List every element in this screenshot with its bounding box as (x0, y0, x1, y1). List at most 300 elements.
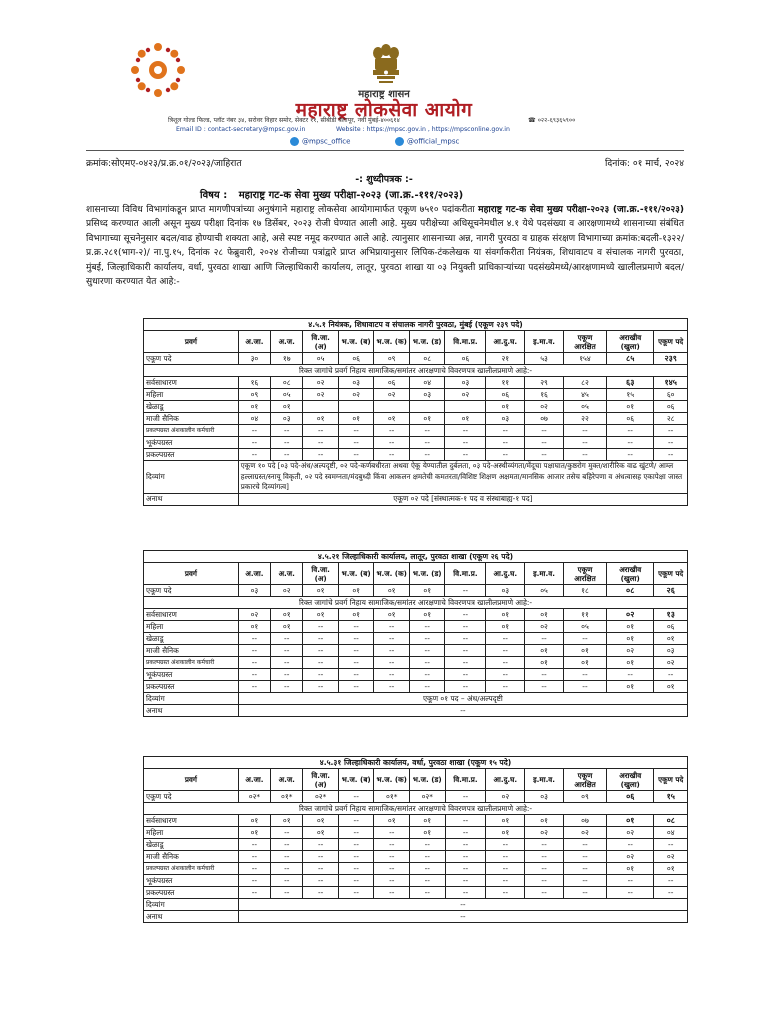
table-cell: -- (238, 851, 270, 863)
table-title: ४.५.१ नियंत्रक, शिधावाटप व संचालक नागरी पुरवठा, मुंबई (एकूण २३९ पदे) (144, 319, 688, 331)
table-cell: -- (410, 851, 446, 863)
table-row-divyang (144, 899, 688, 911)
table-cell: -- (338, 851, 374, 863)
table-cell: -- (238, 633, 270, 645)
column-header: अराखीव (खुला) (607, 563, 654, 585)
table-cell: -- (338, 425, 374, 437)
column-header: अ.जा. (238, 769, 270, 791)
table-cell: -- (303, 863, 339, 875)
table-cell: ८२ (563, 377, 606, 389)
table-cell: ०१ (338, 413, 374, 425)
table-cell: ५३ (525, 353, 564, 365)
table-row (144, 377, 688, 389)
table-cell: -- (338, 875, 374, 887)
table-cell: ६३ (607, 377, 654, 389)
table-cell: ०१ (303, 827, 339, 839)
table-cell: -- (374, 827, 410, 839)
table-cell: -- (303, 887, 339, 899)
table-cell: -- (409, 621, 445, 633)
table-cell: -- (445, 681, 486, 693)
table-cell: ०१ (607, 657, 654, 669)
table-note-row (144, 597, 688, 609)
table-cell: -- (338, 449, 374, 461)
table-cell: -- (374, 851, 410, 863)
table-cell: ०१ (271, 609, 303, 621)
reference-number: क्रमांक:सोएमए-०४२३/प्र.क्र.०१/२०२३/जाहिरात (86, 158, 242, 169)
table-cell: -- (303, 657, 339, 669)
table-cell: -- (271, 669, 303, 681)
table-cell: -- (271, 633, 303, 645)
table-cell: -- (525, 863, 564, 875)
table-note: रिक्त जागांचे प्रवर्ग निहाय सामाजिक/समांतर आरक्षणाचे विवरणपत्र खालीलप्रमाणे आहे:- (144, 365, 688, 377)
row-label: माजी सैनिक (144, 413, 239, 425)
table-cell: ०२ (654, 851, 688, 863)
table-cell: ०१ (654, 863, 688, 875)
table-row (144, 827, 688, 839)
table-cell: ०३ (238, 585, 270, 597)
table-cell: -- (338, 681, 374, 693)
contact-row (176, 126, 616, 137)
table-cell: -- (238, 657, 270, 669)
table-cell: -- (486, 851, 525, 863)
exam-name-bold: महाराष्ट्र गट-क सेवा मुख्य परीक्षा-२०२३ (जा.क्र.-१११/२०२३) (478, 205, 684, 215)
row-label: प्रकल्पग्रस्त (144, 887, 239, 899)
column-header: अराखीव (खुला) (607, 331, 654, 353)
table-cell: -- (374, 657, 410, 669)
table-cell: -- (271, 437, 303, 449)
table-row-total (144, 353, 688, 365)
table-cell: ०२ (607, 609, 654, 621)
table-cell: -- (607, 887, 654, 899)
column-header: एकूण पदे (654, 331, 688, 353)
table-cell: १६ (525, 389, 564, 401)
table-cell: -- (338, 621, 374, 633)
column-header: आ.दु.घ. (486, 331, 525, 353)
table-cell: ०१ (374, 585, 410, 597)
table-cell: -- (303, 621, 339, 633)
table-cell: ०१* (374, 791, 410, 803)
table-cell: -- (445, 585, 486, 597)
table-row (144, 875, 688, 887)
table-cell: -- (338, 791, 374, 803)
table-cell: -- (409, 633, 445, 645)
table-row-anath (144, 911, 688, 923)
row-label: महिला (144, 827, 239, 839)
table-cell: १६ (238, 377, 270, 389)
table-cell: -- (607, 839, 654, 851)
table-cell: ०१ (410, 827, 446, 839)
table-cell: -- (374, 839, 410, 851)
table-cell: १४५ (654, 377, 688, 389)
table-cell: -- (303, 875, 339, 887)
table-cell: ०२ (374, 389, 410, 401)
table-cell: ०२ (271, 585, 303, 597)
table-cell: -- (525, 437, 564, 449)
table-cell: ०२* (303, 791, 339, 803)
table-cell: ०१ (525, 645, 564, 657)
table-cell: -- (374, 449, 410, 461)
table-cell: -- (374, 887, 410, 899)
table-cell: -- (410, 863, 446, 875)
table-row-divyang (144, 461, 688, 494)
row-label: दिव्यांग (144, 693, 239, 705)
table-cell: -- (654, 425, 688, 437)
table-cell: -- (445, 815, 486, 827)
table-cell: -- (563, 633, 606, 645)
table-cell: ०१ (525, 815, 564, 827)
table-cell (374, 401, 410, 413)
table-cell: ०१ (338, 609, 374, 621)
table-row-anath (144, 705, 688, 717)
table-cell: -- (303, 449, 339, 461)
government-name: महाराष्ट्र शासन (358, 89, 410, 100)
table-cell: -- (525, 839, 564, 851)
table-cell: ०१ (410, 815, 446, 827)
row-label: भूकंपग्रस्त (144, 669, 239, 681)
table-note-row (144, 803, 688, 815)
table-cell: -- (374, 621, 410, 633)
table-cell: -- (563, 425, 606, 437)
letter-date: दिनांक: ०१ मार्च, २०२४ (605, 158, 684, 169)
row-label: अनाथ (144, 705, 239, 717)
row-label: दिव्यांग (144, 461, 239, 494)
table-cell: ०१ (303, 413, 339, 425)
table-row (144, 815, 688, 827)
table-cell: -- (338, 827, 374, 839)
row-label: प्रकल्पग्रस्त अंशकालीन कर्मचारी (144, 863, 239, 875)
column-header: प्रवर्ग (144, 769, 239, 791)
table-cell: ०१ (238, 827, 270, 839)
table-cell: ३० (238, 353, 270, 365)
table-cell: -- (409, 437, 445, 449)
table-cell: ०१ (525, 657, 564, 669)
table-cell: -- (238, 425, 270, 437)
table-cell: ०५ (525, 585, 564, 597)
table-cell: ०६ (445, 353, 486, 365)
divyang-details: एकूण ०१ पद – अंध/अल्पदृष्टी (238, 693, 687, 705)
table-cell: -- (607, 425, 654, 437)
table-cell: -- (238, 839, 270, 851)
table-cell: २१ (486, 353, 525, 365)
table-cell: -- (563, 669, 606, 681)
body-paragraph: शासनाच्या विविध विभागांकडून प्राप्त मागणीपत्रांच्या अनुषंगाने महाराष्ट्र लोकसेवा आयोगामार्फत एकूण ७५१० पदांकरीता महाराष्ट्र गट-क सेवा मुख्य परीक्षा-२०२३ (जा.क्र.-१११/२०२३) प्रसिध्द करण्यात आली असून मुख्य परीक्षा दिनांक १७ डिसेंबर, २०२३ रोजी घेण्यात आली आहे. मुख्य परीक्षेच्या अधिसूचनेमधील ४.१ येथे पदसंख्या व आरक्षणामध्ये शासनाच्या संबंधित विभागाच्या सूचनेनुसार बदल/वाढ होण्याची शक्यता आहे, असे स्पष्ट नमूद करण्यात आले आहे. त्यानुसार शासनाच्या अन्न, नागरी पुरवठा व ग्राहक संरक्षण विभागाच्या क्रमांक:बदली-१३२२/प्र.क्र.२८१(भाग-२)/ ना.पु.१५, दिनांक २८ फेब्रुवारी, २०२४ रोजीच्या पत्रांद्वारे प्राप्त अभिप्रायानुसार लिपिक-टंकलेखक या संवर्गाकरीता नियंत्रक, शिधावाटप व संचालक नागरी पुरवठा, मुंबई, जिल्हाधिकारी कार्यालय, वर्धा, पुरवठा शाखा आणि जिल्हाधिकारी कार्यालय, लातूर, पुरवठा शाखा या ०३ नियुक्ती प्राधिकाऱ्यांच्या पदसंख्येमध्ये/आरक्षणामध्ये खालीलप्रमाणे बदल/सुधारणा करण्यात येत आहे:- (86, 205, 684, 288)
table-cell: ०१ (654, 633, 688, 645)
table-cell: -- (563, 449, 606, 461)
table-row (144, 669, 688, 681)
column-header: इ.मा.व. (525, 563, 564, 585)
phone-icon: ☎ (528, 117, 538, 124)
row-label: अनाथ (144, 493, 239, 505)
table-cell: ०२ (654, 657, 688, 669)
table-cell: -- (563, 851, 606, 863)
table-row (144, 657, 688, 669)
column-header: वि.मा.प्र. (445, 769, 486, 791)
telegram-handle[interactable]: @official_mpsc (395, 137, 459, 146)
table-cell: ०६ (607, 791, 654, 803)
table-cell: ०१ (486, 815, 525, 827)
table-cell: -- (303, 645, 339, 657)
table-cell: ०१ (271, 401, 303, 413)
table-cell: ०१ (374, 413, 410, 425)
table-cell: -- (409, 449, 445, 461)
table-cell: ०३ (486, 585, 525, 597)
table-cell: ०८ (607, 585, 654, 597)
table-cell: -- (563, 681, 606, 693)
column-header: वि.मा.प्र. (445, 563, 486, 585)
table-cell: -- (374, 437, 410, 449)
row-label: एकूण पदे (144, 353, 239, 365)
row-label: प्रकल्पग्रस्त अंशकालीन कर्मचारी (144, 425, 239, 437)
table-cell: -- (445, 669, 486, 681)
row-label: प्रकल्पग्रस्त (144, 449, 239, 461)
table-cell: -- (338, 863, 374, 875)
table-cell: ०१ (271, 815, 303, 827)
table-cell: -- (486, 839, 525, 851)
table-cell: ०१ (238, 621, 270, 633)
table-cell: ०२ (303, 389, 339, 401)
table-cell: १८ (563, 585, 606, 597)
table-cell: ०२* (410, 791, 446, 803)
table-cell: -- (486, 633, 525, 645)
table-cell: -- (607, 875, 654, 887)
table-header-row (144, 769, 688, 791)
table-cell: -- (563, 863, 606, 875)
table-cell (409, 401, 445, 413)
table-cell: ०३ (271, 413, 303, 425)
table-cell: -- (338, 887, 374, 899)
table-mumbai (143, 318, 688, 506)
column-header: एकूण पदे (654, 563, 688, 585)
table-cell: -- (303, 851, 339, 863)
table-cell: -- (238, 449, 270, 461)
table-cell: ०९ (374, 353, 410, 365)
table-cell: -- (238, 645, 270, 657)
table-cell: ०१ (486, 621, 525, 633)
table-cell: -- (486, 425, 525, 437)
table-cell: ०३ (338, 377, 374, 389)
table-cell: -- (654, 449, 688, 461)
table-cell: २२ (563, 413, 606, 425)
table-cell: १५ (607, 389, 654, 401)
table-cell: ०३ (445, 377, 486, 389)
table-cell: -- (445, 621, 486, 633)
twitter-handle[interactable]: @mpsc_office (290, 137, 350, 146)
table-cell: ४५ (563, 389, 606, 401)
table-cell: -- (486, 645, 525, 657)
column-header: वि.जा. (अ) (303, 769, 339, 791)
table-cell: ०१ (338, 585, 374, 597)
row-label: खेळाडू (144, 839, 239, 851)
social-row (290, 137, 590, 149)
table-cell: -- (445, 425, 486, 437)
row-label: माजी सैनिक (144, 645, 239, 657)
table-cell: -- (303, 437, 339, 449)
table-cell: ०१ (486, 609, 525, 621)
table-row (144, 449, 688, 461)
table-cell: -- (563, 887, 606, 899)
table-row (144, 839, 688, 851)
table-cell: -- (238, 887, 270, 899)
table-cell: -- (271, 887, 303, 899)
table-note-row (144, 365, 688, 377)
table-cell: ०९ (238, 389, 270, 401)
table-cell: -- (563, 875, 606, 887)
column-header: इ.मा.व. (525, 331, 564, 353)
anath-details: -- (238, 911, 687, 923)
table-cell: -- (238, 681, 270, 693)
column-header: वि.जा. (अ) (303, 331, 339, 353)
table-cell: ०१ (445, 413, 486, 425)
table-cell: -- (409, 669, 445, 681)
table-cell (338, 401, 374, 413)
table-cell: -- (338, 657, 374, 669)
table-cell: ८५ (607, 353, 654, 365)
table-cell: ११ (486, 377, 525, 389)
table-cell: -- (486, 681, 525, 693)
office-address: त्रिशूल गोल्ड फिल्ड, प्लॉट नंबर ३४, सरोवर विहार समोर, सेक्टर ११, सीबीडी बेलापूर, नवी मुंबई-४००६१४ (168, 117, 400, 124)
table-cell: -- (525, 633, 564, 645)
table-cell: -- (486, 437, 525, 449)
table-cell: -- (271, 863, 303, 875)
column-header: भ.ज. (ड) (409, 563, 445, 585)
anath-details: एकूण ०२ पदे [संस्थात्मक-१ पद व संस्थाबाह्य-१ पद] (238, 493, 687, 505)
table-cell: ०१ (303, 815, 339, 827)
table-cell: -- (303, 669, 339, 681)
table-cell: ०१ (607, 401, 654, 413)
table-row (144, 851, 688, 863)
table-wardha (143, 756, 688, 923)
table-cell: -- (374, 669, 410, 681)
column-header: वि.मा.प्र. (445, 331, 486, 353)
table-cell: ०९ (563, 791, 606, 803)
table-cell: -- (374, 425, 410, 437)
table-cell: -- (409, 645, 445, 657)
subject-label: विषय : (200, 190, 228, 201)
table-cell: ०१ (303, 585, 339, 597)
table-cell: -- (654, 839, 688, 851)
table-cell: ०१ (563, 645, 606, 657)
row-label: एकूण पदे (144, 585, 239, 597)
table-cell: -- (303, 681, 339, 693)
website-link[interactable]: Website : https://mpsc.gov.in , https://mpsconline.gov.in (336, 126, 510, 133)
table-cell: ०५ (271, 389, 303, 401)
table-cell: ०२ (525, 621, 564, 633)
column-header: अ.ज. (271, 563, 303, 585)
table-row (144, 633, 688, 645)
table-row (144, 413, 688, 425)
table-cell: -- (445, 827, 486, 839)
column-header: अ.ज. (271, 331, 303, 353)
table-cell: ०६ (607, 413, 654, 425)
table-cell: -- (271, 839, 303, 851)
row-label: महिला (144, 389, 239, 401)
table-cell: -- (238, 875, 270, 887)
row-label: सर्वसाधारण (144, 377, 239, 389)
column-header: अराखीव (खुला) (607, 769, 654, 791)
row-label: सर्वसाधारण (144, 815, 239, 827)
table-cell: ०६ (654, 621, 688, 633)
table-cell: -- (445, 851, 486, 863)
table-cell: -- (445, 633, 486, 645)
table-cell: -- (445, 657, 486, 669)
table-cell: -- (238, 669, 270, 681)
table-cell: ०१ (486, 401, 525, 413)
table-cell: -- (525, 449, 564, 461)
table-cell: २६ (654, 585, 688, 597)
table-cell: १५ (654, 791, 688, 803)
table-cell: -- (525, 887, 564, 899)
table-cell: -- (338, 839, 374, 851)
column-header: भ.ज. (ब) (338, 563, 374, 585)
table-cell: ०१ (607, 815, 654, 827)
table-cell: -- (525, 875, 564, 887)
table-cell: ०४ (654, 827, 688, 839)
table-cell: -- (271, 645, 303, 657)
table-cell: ०१ (607, 621, 654, 633)
table-cell: -- (303, 839, 339, 851)
table-cell: -- (409, 425, 445, 437)
table-cell: -- (486, 449, 525, 461)
table-cell: -- (486, 657, 525, 669)
column-header: अ.ज. (271, 769, 303, 791)
table-cell: -- (338, 633, 374, 645)
table-cell: ०२ (607, 827, 654, 839)
table-title: ४.५.२१ जिल्हाधिकारी कार्यालय, लातूर, पुरवठा शाखा (एकूण २६ पदे) (144, 551, 688, 563)
table-cell: -- (410, 839, 446, 851)
column-header: एकूण पदे (654, 769, 688, 791)
row-label: अनाथ (144, 911, 239, 923)
table-cell: ०१ (271, 621, 303, 633)
table-cell: ०२ (607, 645, 654, 657)
table-cell: ०१ (486, 827, 525, 839)
table-cell: -- (525, 851, 564, 863)
table-cell: -- (374, 645, 410, 657)
table-cell: ०२ (338, 389, 374, 401)
table-cell: ०१ (607, 681, 654, 693)
letterhead (0, 0, 768, 152)
table-cell: ०१ (607, 863, 654, 875)
table-cell: ०४ (238, 413, 270, 425)
table-cell: २८ (654, 413, 688, 425)
table-cell: ०२* (238, 791, 270, 803)
table-cell: -- (486, 875, 525, 887)
column-header: एकूण आरक्षित (563, 331, 606, 353)
table-cell: -- (525, 669, 564, 681)
column-header: प्रवर्ग (144, 563, 239, 585)
table-cell: -- (271, 657, 303, 669)
table-cell: ०१ (374, 815, 410, 827)
table-cell: ६० (654, 389, 688, 401)
table-cell: ०५ (563, 401, 606, 413)
table-cell: -- (410, 875, 446, 887)
table-cell: -- (607, 449, 654, 461)
anath-details: -- (238, 705, 687, 717)
table-cell: -- (445, 645, 486, 657)
table-cell: -- (445, 875, 486, 887)
table-cell: -- (374, 863, 410, 875)
table-cell: -- (445, 887, 486, 899)
column-header: अ.जा. (238, 563, 270, 585)
table-title-row (144, 757, 688, 769)
reference-line (86, 156, 684, 169)
table-cell: -- (303, 633, 339, 645)
table-cell: -- (445, 609, 486, 621)
email-link[interactable]: Email ID : contact-secretary@mpsc.gov.in (176, 126, 306, 133)
table-cell: ०६ (338, 353, 374, 365)
divyang-details: -- (238, 899, 687, 911)
table-cell: ०८ (409, 353, 445, 365)
table-note: रिक्त जागांचे प्रवर्ग निहाय सामाजिक/समांतर आरक्षणाचे विवरणपत्र खालीलप्रमाणे आहे:- (144, 597, 688, 609)
